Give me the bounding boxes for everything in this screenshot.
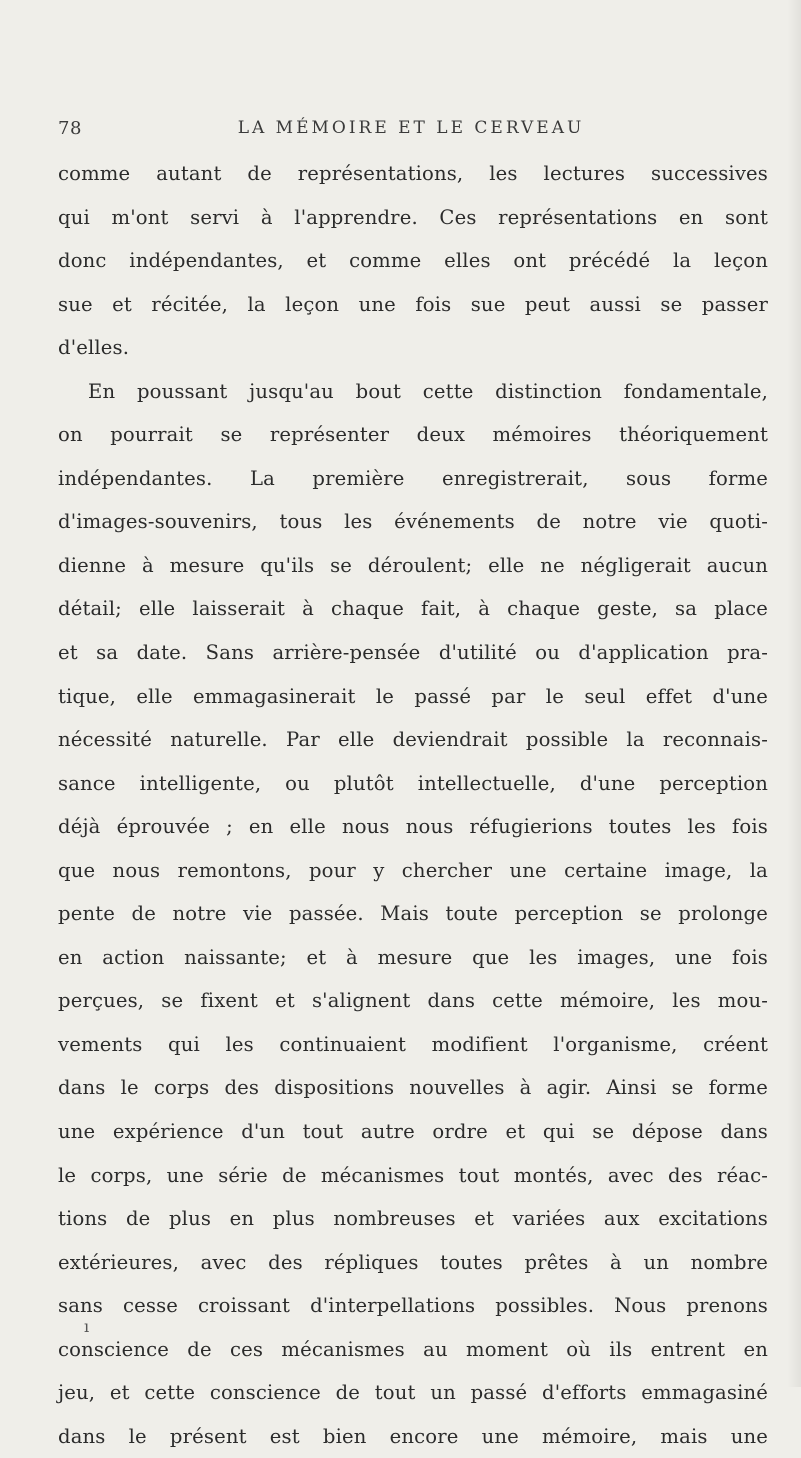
text-line: dans le présent est bien encore une mémoire, mais une bbox=[58, 1424, 768, 1448]
page-header bbox=[58, 118, 764, 142]
text-line: on pourrait se représenter deux mémoires théoriquement bbox=[58, 423, 768, 447]
text-line: extérieures, avec des répliques toutes prêtes à un nombre bbox=[58, 1250, 768, 1274]
text-line: et sa date. Sans arrière-pensée d'utilité ou d'application pra- bbox=[58, 641, 768, 665]
text-line: conscience de ces mécanismes au moment où ils entrent en bbox=[58, 1337, 768, 1361]
text-line: déjà éprouvée ; en elle nous nous réfugierions toutes les fois bbox=[58, 815, 768, 839]
text-line: dienne à mesure qu'ils se déroulent; elle ne négligerait aucun bbox=[58, 553, 768, 577]
text-line: comme autant de représentations, les lectures successives bbox=[58, 162, 768, 185]
text-line: une expérience d'un tout autre ordre et qui se dépose dans bbox=[58, 1120, 768, 1144]
stray-mark: ı bbox=[84, 1317, 90, 1336]
text-line: tique, elle emmagasinerait le passé par le seul effet d'une bbox=[58, 684, 768, 708]
page-number: 78 bbox=[58, 118, 82, 139]
text-line: sans cesse croissant d'interpellations possibles. Nous prenons bbox=[58, 1294, 768, 1318]
text-line: nécessité naturelle. Par elle deviendrait possible la reconnais- bbox=[58, 728, 768, 752]
text-line: En poussant jusqu'au bout cette distinction fondamentale, bbox=[88, 379, 768, 403]
text-line: donc indépendantes, et comme elles ont précédé la leçon bbox=[58, 249, 768, 273]
text-line: d'images-souvenirs, tous les événements de notre vie quoti- bbox=[58, 510, 768, 534]
running-title: LA MÉMOIRE ET LE CERVEAU bbox=[237, 118, 585, 138]
text-line: jeu, et cette conscience de tout un passé d'efforts emmagasiné bbox=[58, 1381, 768, 1405]
text-line: d'elles. bbox=[58, 336, 130, 360]
text-line: pente de notre vie passée. Mais toute perception se prolonge bbox=[58, 902, 768, 926]
text-line: dans le corps des dispositions nouvelles à agir. Ainsi se forme bbox=[58, 1076, 768, 1100]
text-line: que nous remontons, pour y chercher une certaine image, la bbox=[58, 858, 768, 882]
page-edge-shadow bbox=[787, 0, 801, 1387]
text-line: sance intelligente, ou plutôt intellectuelle, d'une perception bbox=[58, 771, 768, 795]
body-text bbox=[58, 152, 768, 1458]
text-line: sue et récitée, la leçon une fois sue peut aussi se passer bbox=[58, 292, 768, 316]
text-line: tions de plus en plus nombreuses et variées aux excitations bbox=[58, 1207, 768, 1231]
text-line: vements qui les continuaient modifient l'organisme, créent bbox=[58, 1032, 768, 1056]
text-line: indépendantes. La première enregistrerait, sous forme bbox=[58, 466, 768, 490]
text-line: perçues, se fixent et s'alignent dans cette mémoire, les mou- bbox=[58, 989, 768, 1013]
text-line: détail; elle laisserait à chaque fait, à chaque geste, sa place bbox=[58, 597, 768, 621]
text-line: qui m'ont servi à l'apprendre. Ces représentations en sont bbox=[58, 205, 768, 229]
text-line: le corps, une série de mécanismes tout montés, avec des réac- bbox=[58, 1163, 768, 1187]
text-line: en action naissante; et à mesure que les images, une fois bbox=[58, 945, 768, 969]
